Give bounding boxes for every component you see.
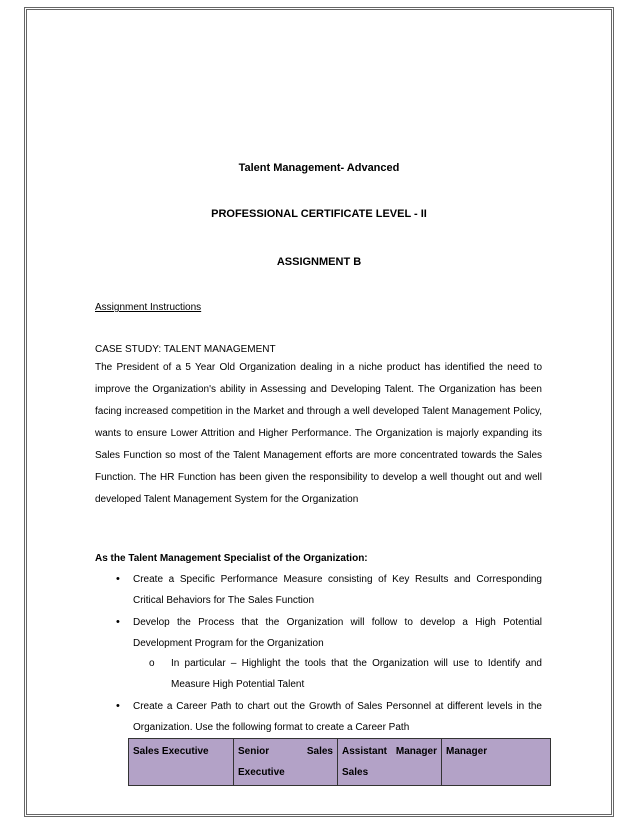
- sub-task-text: In particular – Highlight the tools that the Organization will use to Identify and Measure High Potential Talent: [171, 658, 542, 690]
- sub-bullet-icon: o: [149, 658, 155, 669]
- bullet-icon: •: [116, 573, 120, 585]
- case-study-heading: CASE STUDY: TALENT MANAGEMENT: [95, 344, 276, 355]
- table-cell-sales-executive: Sales Executive: [129, 739, 234, 786]
- task-item-2: [116, 612, 542, 654]
- document-subtitle: PROFESSIONAL CERTIFICATE LEVEL - II: [211, 208, 427, 220]
- bullet-icon: •: [116, 700, 120, 712]
- table-row: [129, 739, 551, 786]
- task-item-1: [116, 569, 542, 611]
- task-sub-item-1: [149, 653, 542, 695]
- career-path-table: [128, 738, 551, 786]
- assignment-label: ASSIGNMENT B: [276, 256, 362, 268]
- table-cell-senior-sales-executive: Senior Sales Executive: [234, 739, 338, 786]
- case-study-paragraph: The President of a 5 Year Old Organization dealing in a niche product has identified the need to improve the Organization's ability in Assessing and Developing Talent. The Organization has been facing increased competition in the Market and through a well developed Talent Management Policy, wants to ensure Lower Attrition and Higher Performance. The Organization is majorly expanding its Sales Function so most of the Talent Management efforts are more concentrated towards the Sales Function. The HR Function has been given the responsibility to develop a well thought out and well developed Talent Management System for the Organization: [95, 362, 542, 505]
- document-title: Talent Management- Advanced: [238, 162, 400, 174]
- task-text: Create a Specific Performance Measure consisting of Key Results and Corresponding Critical Behaviors for The Sales Function: [133, 574, 542, 606]
- bullet-icon: •: [116, 616, 120, 628]
- instructions-heading: Assignment Instructions: [95, 302, 202, 313]
- task-item-3: [116, 696, 542, 738]
- task-text: Develop the Process that the Organization will follow to develop a High Potential Development Program for the Organization: [133, 617, 542, 649]
- table-cell-assistant-manager-sales: Assistant Manager Sales: [338, 739, 442, 786]
- tasks-heading: As the Talent Management Specialist of the Organization:: [95, 553, 368, 564]
- table-cell-manager: Manager: [442, 739, 551, 786]
- task-text: Create a Career Path to chart out the Growth of Sales Personnel at different levels in the Organization. Use the following format to create a Career Path: [133, 701, 542, 733]
